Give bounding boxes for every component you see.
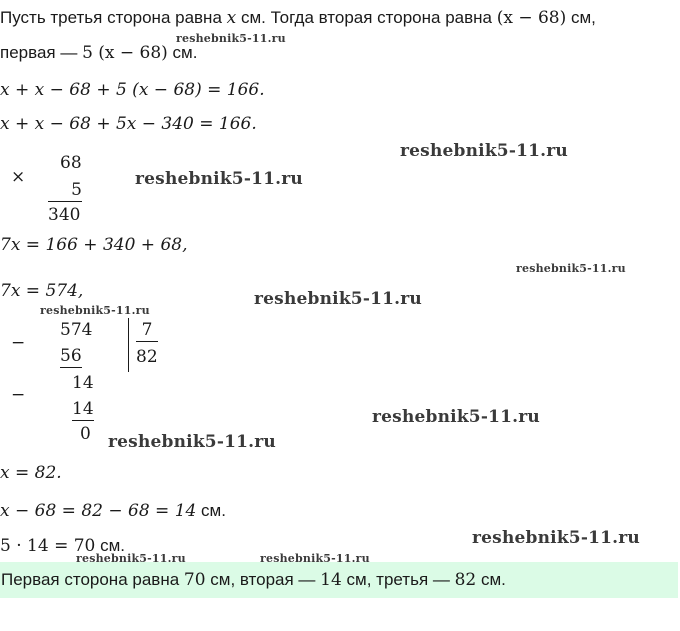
answer-value-second: 14: [320, 570, 342, 590]
watermark: reshebnik5-11.ru: [40, 304, 150, 317]
statement-text: см. Тогда вторая сторона равна: [236, 8, 497, 27]
division-sub-2: 14: [72, 399, 94, 419]
answer-part: см, третья —: [341, 570, 455, 589]
answer-text: [1, 570, 506, 590]
statement-text: см.: [167, 43, 198, 62]
expression: 5 (x − 68): [82, 43, 168, 63]
watermark: reshebnik5-11.ru: [372, 407, 540, 427]
statement-line-1: [0, 8, 596, 28]
equation-4: 7x = 574,: [0, 281, 84, 301]
equation-6-expression: x − 68 = 82 − 68 = 14: [0, 501, 197, 521]
answer-value-first: 70: [183, 570, 206, 590]
equation-5: x = 82.: [0, 463, 62, 483]
watermark: reshebnik5-11.ru: [472, 528, 640, 548]
equation-1: x + x − 68 + 5 (x − 68) = 166.: [0, 80, 265, 100]
watermark: reshebnik5-11.ru: [400, 141, 568, 161]
multiply-sign: ×: [11, 167, 26, 187]
unit: см.: [95, 536, 125, 555]
equation-3: 7x = 166 + 340 + 68,: [0, 235, 188, 255]
division-remainder-2: 0: [80, 424, 91, 444]
statement-line-2: [0, 43, 197, 63]
division-minus-1: −: [11, 333, 26, 353]
division-remainder-1: 14: [72, 373, 94, 393]
answer-value-third: 82: [454, 570, 477, 590]
watermark: reshebnik5-11.ru: [260, 552, 370, 565]
division-sub-1: 56: [60, 346, 82, 366]
division-divisor: 7: [136, 320, 158, 342]
statement-text: первая —: [0, 43, 83, 62]
expression: (x − 68): [496, 8, 567, 28]
multiply-bottom: 5: [48, 180, 82, 202]
answer-part: см.: [476, 570, 506, 589]
watermark: reshebnik5-11.ru: [176, 32, 286, 45]
division-dividend: 574: [60, 320, 93, 340]
watermark: reshebnik5-11.ru: [76, 552, 186, 565]
watermark: reshebnik5-11.ru: [135, 169, 303, 189]
division-minus-2: −: [11, 385, 26, 405]
multiply-result: 340: [48, 205, 81, 225]
watermark: reshebnik5-11.ru: [254, 289, 422, 309]
division-quotient: 82: [136, 347, 158, 367]
watermark: reshebnik5-11.ru: [108, 432, 276, 452]
answer-part: см, вторая —: [205, 570, 321, 589]
statement-text: Пусть третья сторона равна: [0, 8, 227, 27]
equation-2: x + x − 68 + 5x − 340 = 166.: [0, 114, 257, 134]
equation-7-expression: 5 · 14 = 70: [0, 536, 96, 556]
equation-6: [0, 501, 226, 521]
multiply-top: 68: [60, 153, 82, 173]
variable-x: x: [226, 8, 237, 28]
answer-part: Первая сторона равна: [1, 570, 184, 589]
statement-text: см,: [566, 8, 596, 27]
unit: см.: [196, 501, 226, 520]
division-bracket: [128, 318, 129, 372]
watermark: reshebnik5-11.ru: [516, 262, 626, 275]
